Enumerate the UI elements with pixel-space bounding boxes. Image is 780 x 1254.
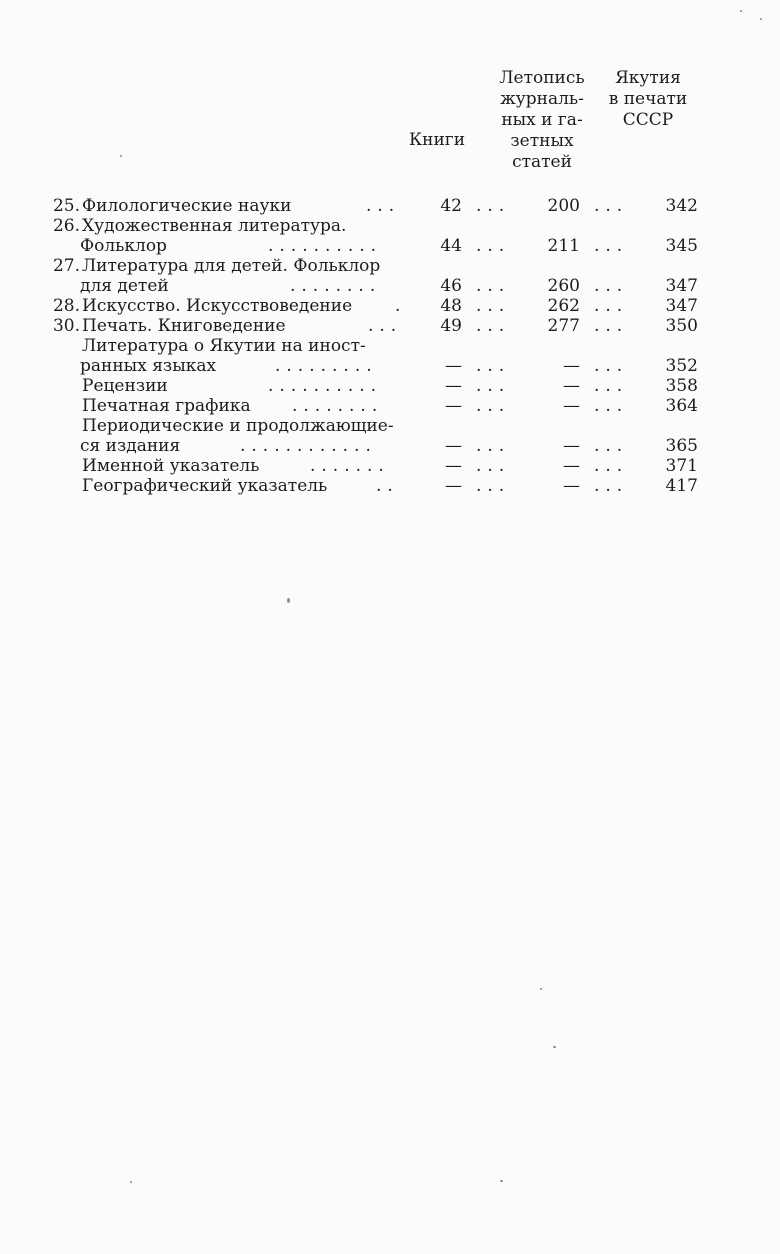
dot-leader: ... bbox=[476, 356, 511, 376]
entry-line-last bbox=[40, 456, 720, 476]
dot-leader: ... bbox=[594, 196, 629, 216]
dot-leader: ... bbox=[476, 276, 511, 296]
dot-leader: ... bbox=[594, 396, 629, 416]
table-row bbox=[40, 216, 720, 256]
letopis-value: — bbox=[563, 476, 580, 496]
entry-title: для детей bbox=[80, 276, 169, 296]
dot-leader: ... bbox=[594, 296, 629, 316]
yakutia-value: 347 bbox=[665, 276, 698, 296]
entry-number: 28. bbox=[52, 296, 80, 316]
yakutia-value: 345 bbox=[665, 236, 698, 256]
scan-speck bbox=[130, 1181, 132, 1183]
dot-leader: ... bbox=[368, 316, 403, 336]
table-row bbox=[40, 456, 720, 476]
scan-speck bbox=[500, 1180, 503, 1182]
dot-leader: ... bbox=[594, 456, 629, 476]
dot-leader: ......... bbox=[275, 356, 378, 376]
books-value: 48 bbox=[440, 296, 462, 316]
dot-leader: ... bbox=[476, 196, 511, 216]
entry-title: ся издания bbox=[80, 436, 181, 456]
column-header-yakutia: Якутия в печати СССР bbox=[608, 68, 688, 130]
yakutia-value: 347 bbox=[665, 296, 698, 316]
entry-line-last bbox=[40, 236, 720, 256]
entry-line-last bbox=[40, 376, 720, 396]
dot-leader: ... bbox=[476, 236, 511, 256]
dot-leader: ... bbox=[594, 236, 629, 256]
entry-title: Художественная литература. bbox=[82, 216, 347, 236]
letopis-value: — bbox=[563, 356, 580, 376]
books-value: 44 bbox=[440, 236, 462, 256]
table-row bbox=[40, 376, 720, 396]
entry-line bbox=[40, 416, 720, 436]
yakutia-value: 352 bbox=[665, 356, 698, 376]
dot-leader: ... bbox=[476, 396, 511, 416]
dot-leader: ... bbox=[594, 376, 629, 396]
dot-leader: ... bbox=[476, 476, 511, 496]
books-value: — bbox=[445, 476, 462, 496]
books-value: — bbox=[445, 356, 462, 376]
table-row bbox=[40, 396, 720, 416]
dot-leader: ... bbox=[594, 436, 629, 456]
table-row bbox=[40, 416, 720, 456]
entry-title: Фольклор bbox=[80, 236, 167, 256]
letopis-value: — bbox=[563, 456, 580, 476]
entry-line-last bbox=[40, 436, 720, 456]
books-value: 49 bbox=[440, 316, 462, 336]
dot-leader: ....... bbox=[310, 456, 390, 476]
entry-line bbox=[40, 256, 720, 276]
entry-number: 27. bbox=[52, 256, 80, 276]
entry-title: Рецензии bbox=[82, 376, 168, 396]
entry-title: Географический указатель bbox=[82, 476, 328, 496]
yakutia-value: 417 bbox=[665, 476, 698, 496]
table-row bbox=[40, 196, 720, 216]
entry-line-last bbox=[40, 356, 720, 376]
dot-leader: ... bbox=[594, 476, 629, 496]
entry-number: 30. bbox=[52, 316, 80, 336]
dot-leader: .......... bbox=[268, 236, 383, 256]
table-row bbox=[40, 256, 720, 296]
letopis-value: 200 bbox=[547, 196, 580, 216]
dot-leader: .......... bbox=[268, 376, 383, 396]
scan-speck bbox=[740, 10, 742, 12]
dot-leader: ........ bbox=[292, 396, 384, 416]
scan-speck bbox=[287, 598, 290, 603]
scan-speck bbox=[760, 18, 762, 20]
scan-speck bbox=[120, 155, 122, 157]
scan-speck bbox=[553, 1046, 556, 1048]
entry-line-last bbox=[40, 476, 720, 496]
entry-title: Литература для детей. Фольклор bbox=[82, 256, 381, 276]
dot-leader: ... bbox=[476, 456, 511, 476]
letopis-value: 260 bbox=[547, 276, 580, 296]
dot-leader: . bbox=[395, 296, 407, 316]
yakutia-value: 350 bbox=[665, 316, 698, 336]
yakutia-value: 371 bbox=[665, 456, 698, 476]
column-header-books: Книги bbox=[408, 130, 466, 150]
yakutia-value: 342 bbox=[665, 196, 698, 216]
entry-number: 26. bbox=[52, 216, 80, 236]
dot-leader: .. bbox=[376, 476, 399, 496]
books-value: — bbox=[445, 456, 462, 476]
letopis-value: 211 bbox=[547, 236, 580, 256]
letopis-value: 277 bbox=[547, 316, 580, 336]
dot-leader: ... bbox=[476, 376, 511, 396]
letopis-value: — bbox=[563, 396, 580, 416]
letopis-value: 262 bbox=[547, 296, 580, 316]
books-value: — bbox=[445, 376, 462, 396]
entry-title: Именной указатель bbox=[82, 456, 260, 476]
entry-title: Филологические науки bbox=[82, 196, 292, 216]
books-value: — bbox=[445, 396, 462, 416]
entry-title: Печать. Книговедение bbox=[82, 316, 286, 336]
entry-line bbox=[40, 216, 720, 236]
entry-title: Искусство. Искусствоведение bbox=[82, 296, 353, 316]
entry-line-last bbox=[40, 396, 720, 416]
yakutia-value: 364 bbox=[665, 396, 698, 416]
dot-leader: ... bbox=[476, 316, 511, 336]
entry-title: Печатная графика bbox=[82, 396, 251, 416]
yakutia-value: 358 bbox=[665, 376, 698, 396]
dot-leader: ... bbox=[366, 196, 401, 216]
table-row bbox=[40, 336, 720, 376]
dot-leader: ... bbox=[594, 356, 629, 376]
dot-leader: ... bbox=[476, 296, 511, 316]
letopis-value: — bbox=[563, 436, 580, 456]
column-header-letopis: Летопись журналь- ных и га- зетных статей bbox=[499, 68, 585, 172]
books-value: 42 bbox=[440, 196, 462, 216]
books-value: — bbox=[445, 436, 462, 456]
dot-leader: ... bbox=[476, 436, 511, 456]
entry-line-last bbox=[40, 276, 720, 296]
entry-line-last bbox=[40, 196, 720, 216]
table-row bbox=[40, 476, 720, 496]
yakutia-value: 365 bbox=[665, 436, 698, 456]
entry-number: 25. bbox=[52, 196, 80, 216]
table-row bbox=[40, 296, 720, 316]
entry-title: ранных языках bbox=[80, 356, 217, 376]
scan-speck bbox=[540, 988, 542, 990]
books-value: 46 bbox=[440, 276, 462, 296]
dot-leader: ... bbox=[594, 276, 629, 296]
dot-leader: ............ bbox=[240, 436, 377, 456]
entry-line bbox=[40, 336, 720, 356]
entry-line-last bbox=[40, 296, 720, 316]
table-row bbox=[40, 316, 720, 336]
entry-title: Периодические и продолжающие- bbox=[82, 416, 394, 436]
letopis-value: — bbox=[563, 376, 580, 396]
dot-leader: ... bbox=[594, 316, 629, 336]
dot-leader: ........ bbox=[290, 276, 382, 296]
entry-title: Литература о Якутии на иност- bbox=[82, 336, 366, 356]
entry-line-last bbox=[40, 316, 720, 336]
